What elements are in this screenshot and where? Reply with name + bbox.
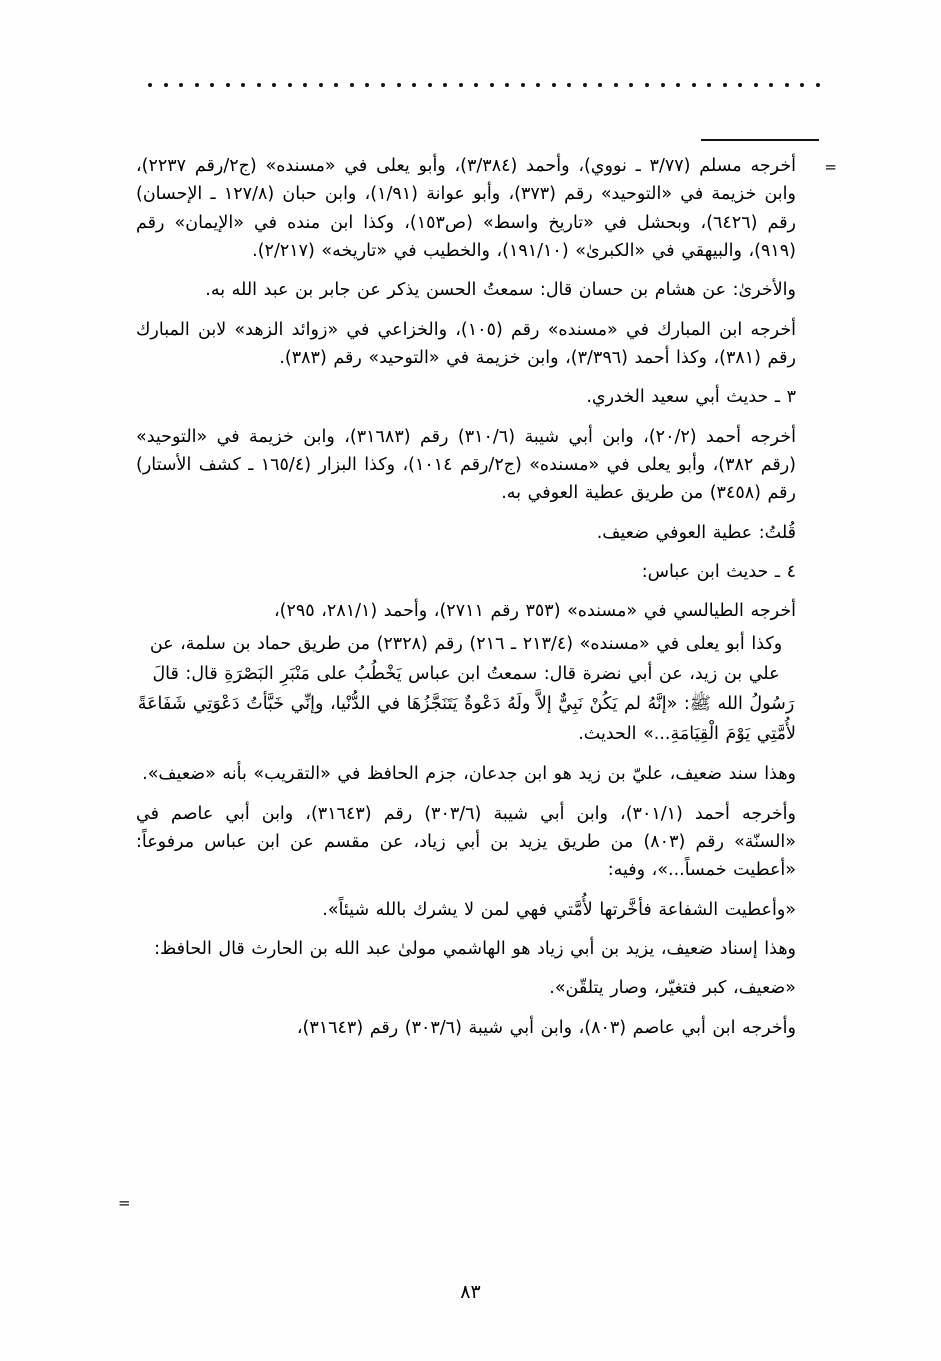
- heading-hadith-3: ٣ ـ حديث أبي سعيد الخدري.: [586, 387, 796, 408]
- ornament-dot: [365, 83, 369, 87]
- continuation-mark-bottom: =: [118, 1194, 131, 1212]
- ornament-dot: [288, 83, 292, 87]
- ornament-dot: [210, 83, 214, 87]
- paragraph-8: أخرجه الطيالسي في «مسنده» (٣٥٣ رقم ٢٧١١)، وأحمد (٢٨١/١، ٢٩٥)،: [274, 601, 796, 622]
- ornament-dot: [692, 83, 696, 87]
- paragraph-13: وهذا إسناد ضعيف، يزيد بن أبي زياد هو الهاشمي مولىٰ عبد الله بن الحارث قال الحافظ:: [154, 938, 796, 959]
- ornament-dot: [474, 83, 478, 87]
- quote-2: «ضعيف، كبر فتغيّر، وصار يتلقّن».: [549, 978, 796, 999]
- ornament-dot: [769, 83, 773, 87]
- ornament-dot: [785, 83, 789, 87]
- top-dotted-ornament: [148, 78, 820, 92]
- ornament-dot: [381, 83, 385, 87]
- ornament-dot: [505, 83, 509, 87]
- ornament-dot: [645, 83, 649, 87]
- ornament-dot: [567, 83, 571, 87]
- paragraph-9-hadith: وكذا أبو يعلى في «مسنده» (٢١٣/٤ ـ ٢١٦) رقم (٢٣٢٨) من طريق حماد بن سلمة، عن علي بن زيد، عن أبي نضرة قال: سمعتُ ابن عباس يَخْطُبُ على مَنْبَرِ البَصْرَةِ قال: قالَ رَسُولُ الله ﷺ: «إنَّهُ لم يَكُنْ نَبِيٌّ إلاَّ ولَهُ دَعْوةٌ يَتَنَجَّزُهَا في الدُّنْيا، وإنِّي خَبَّأتُ دَعْوَتِي شَفَاعَةً لأُمَّتِي يَوْمَ الْقِيَامَةِ...» الحديث.: [137, 633, 796, 745]
- ornament-dot: [272, 83, 276, 87]
- ornament-dot: [148, 83, 152, 87]
- ornament-dot: [164, 83, 168, 87]
- ornament-dot: [303, 83, 307, 87]
- paragraph-5: أخرجه أحمد (٢٠/٢)، وابن أبي شيبة (٣١٠/٦) رقم (٣١٦٨٣)، وابن خزيمة في «التوحيد» (رقم ٣٨٢)، وأبو يعلى في «مسنده» (ج٢/رقم ١٠١٤)، وكذا البزار (١٦٥/٤ ـ كشف الأستار) رقم (٣٤٥٨) من طريق عطية العوفي به.: [136, 426, 796, 504]
- ornament-dot: [179, 83, 183, 87]
- ornament-dot: [319, 83, 323, 87]
- paragraph-15: وأخرجه ابن أبي عاصم (٨٠٣)، وابن أبي شيبة (٣٠٣/٦) رقم (٣١٦٤٣)،: [296, 1017, 796, 1038]
- ornament-dot: [661, 83, 665, 87]
- quote-1: «وأعطيت الشفاعة فأخَّرتها لأُمَّتي فهي لمن لا يشرك بالله شيئاً».: [322, 899, 796, 920]
- ornament-dot: [459, 83, 463, 87]
- ornament-dot: [443, 83, 447, 87]
- footnote-separator-rule: [701, 139, 819, 141]
- ornament-dot: [723, 83, 727, 87]
- ornament-dot: [552, 83, 556, 87]
- ornament-dot: [754, 83, 758, 87]
- ornament-dot: [195, 83, 199, 87]
- ornament-dot: [598, 83, 602, 87]
- ornament-dot: [257, 83, 261, 87]
- ornament-dot: [226, 83, 230, 87]
- ornament-dot: [397, 83, 401, 87]
- ornament-dot: [614, 83, 618, 87]
- page-body-text: [136, 152, 796, 1053]
- ornament-dot: [738, 83, 742, 87]
- ornament-dot: [629, 83, 633, 87]
- ornament-dot: [800, 83, 804, 87]
- paragraph-10: وهذا سند ضعيف، عليّ بن زيد هو ابن جدعان، جزم الحافظ في «التقريب» بأنه «ضعيف».: [142, 764, 796, 785]
- heading-hadith-4: ٤ ـ حديث ابن عباس:: [641, 562, 796, 583]
- ornament-dot: [583, 83, 587, 87]
- ornament-dot: [334, 83, 338, 87]
- paragraph-6: قُلتُ: عطية العوفي ضعيف.: [596, 522, 796, 543]
- paragraph-1: أخرجه مسلم (٣/٧٧ ـ نووي)، وأحمد (٣/٣٨٤)، وأبو يعلى في «مسنده» (ج٢/رقم ٢٢٣٧)، وابن خزيمة في «التوحيد» رقم (٣٧٣)، وأبو عوانة (١/٩١)، وابن حبان (١٢٧/٨ ـ الإحسان) رقم (٦٤٢٦)، وبحشل في «تاريخ واسط» (ص١٥٣)، وكذا ابن منده في «الإيمان» رقم (٩١٩)، والبيهقي في «الكبرىٰ» (١٩١/١٠)، والخطيب في «تاريخه» (٢/٢١٧).: [136, 156, 797, 262]
- ornament-dot: [536, 83, 540, 87]
- continuation-mark-top: =: [824, 158, 837, 176]
- ornament-dot: [350, 83, 354, 87]
- paragraph-3: أخرجه ابن المبارك في «مسنده» رقم (١٠٥)، والخزاعي في «زوائد الزهد» لابن المبارك رقم (٣٨١)، وكذا أحمد (٣/٣٩٦)، وابن خزيمة في «التوحيد» رقم (٣٨٣).: [136, 319, 797, 369]
- paragraph-11: وأخرجه أحمد (٣٠١/١)، وابن أبي شيبة (٣٠٣/٦) رقم (٣١٦٤٣)، وابن أبي عاصم في «السنّة» رقم (٨٠٣) من طريق يزيد بن أبي زياد، عن مقسم عن ابن عباس مرفوعاً: «أعطيت خمساً...»، وفيه:: [136, 803, 796, 881]
- ornament-dot: [521, 83, 525, 87]
- ornament-dot: [241, 83, 245, 87]
- ornament-dot: [707, 83, 711, 87]
- ornament-dot: [412, 83, 416, 87]
- ornament-dot: [676, 83, 680, 87]
- ornament-dot: [490, 83, 494, 87]
- ornament-dot: [428, 83, 432, 87]
- paragraph-2: والأخرىٰ: عن هشام بن حسان قال: سمعتُ الحسن يذكر عن جابر بن عبد الله به.: [205, 280, 796, 301]
- page-number: ٨٣: [460, 1281, 481, 1303]
- ornament-dot: [816, 83, 820, 87]
